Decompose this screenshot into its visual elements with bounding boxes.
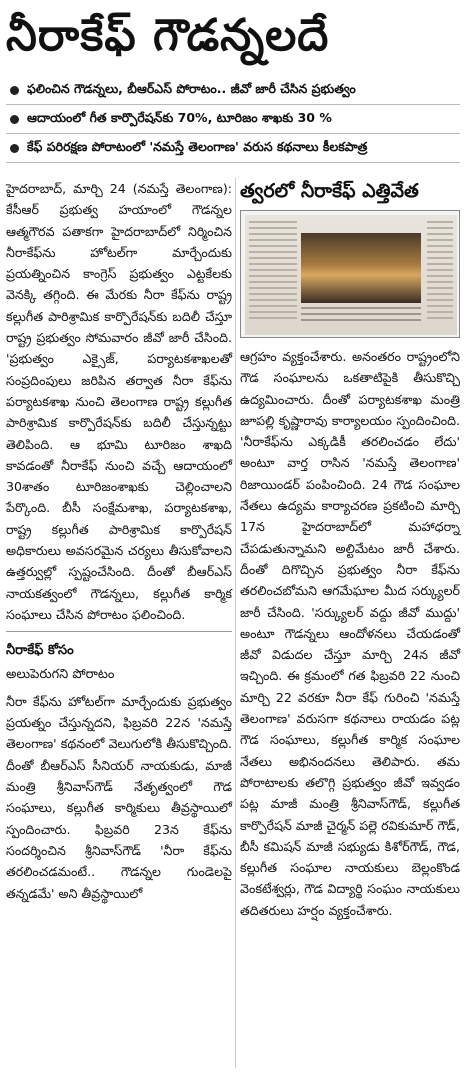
- bullet-item: [6, 105, 460, 134]
- bullet-list: [6, 76, 460, 163]
- bullet-text: ఫలించిన గౌడన్నలు, బీఆర్‌ఎస్ పోరాటం.. జీవో జారీ చేసిన ప్రభుత్వం: [27, 80, 356, 96]
- bullet-text: కేఫ్ పరిరక్షణ పోరాటంలో 'నమస్తే తెలంగాణ' వరుస కథనాలు కీలకపాత్ర: [27, 138, 368, 154]
- section-divider: [6, 631, 232, 632]
- bullet-item: [6, 76, 460, 105]
- photo-text-lines: [427, 221, 453, 321]
- bullet-dot-icon: [10, 115, 19, 124]
- cafe-photo-image: [301, 233, 421, 303]
- headline: నీరాకేఫ్ గౌడన్నలదే: [6, 10, 330, 61]
- right-column: [240, 346, 460, 921]
- bullet-text: ఆదాయంలో గీత కార్పొరేషన్‌కు 70%, టూరిజం శాఖకు 30 %: [27, 109, 332, 125]
- body-paragraph: ఆగ్రహం వ్యక్తంచేశారు. అనంతరం రాష్ట్రంలోని గౌడ సంఘాలను ఒకతాటిపైకి తీసుకొచ్చి ఉద్యమించారు. దీంతో పర్యాటకశాఖ మంత్రి జూపల్లి కృష్ణారావు కార్యాలయం స్పందించింది. 'నీరాకేఫ్‌ను ఎక్కడికీ తరలించడం లేదు' అంటూ వార్త రాసిన 'నమస్తే తెలంగాణ' రిజాయిండర్ పంపించింది. 24 గౌడ సంఘాల నేతలు ఉద్యమ కార్యాచరణ ప్రకటించి మార్చి 17న హైదరాబాద్‌లో మహాధర్నా చేపడుతున్నామని అల్టిమేటం జారీ చేశారు. దీంతో దిగొచ్చిన ప్రభుత్వం నీరా కేఫ్‌ను తరలించబోమని ఆగమేఘాల మీద సర్క్యులర్ జారీ చేసింది. 'సర్క్యులర్ వద్దు జీవో ముద్దు' అంటూ గౌడన్నలు ఆందోళనలు చేయడంతో జీవో విడుదల చేస్తూ మార్చి 24న జీవో ఇచ్చింది. ఈ క్రమంలో గత ఫిబ్రవరి 22 నుంచి మార్చి 22 వరకూ నీరా కేఫ్ గురించి 'నమస్తే తెలంగాణ' వరుసగా కథనాలు రాయడం పట్ల గౌడ సంఘాలు, కల్లుగీత కార్మిక సంఘాల నేతలు అభినందనలు తెలిపారు. తమ పోరాటాలకు తలొగ్గి ప్రభుత్వం జీవో ఇవ్వడం పట్ల మాజీ మంత్రి శ్రీనివాస్‌గౌడ్, కల్లుగీత కార్పొరేషన్ మాజీ చైర్మన్ పల్లె రవికుమార్ గౌడ్, బీసీ కమిషన్ మాజీ సభ్యుడు కిశోర్‌గౌడ్, గౌడ, కల్లుగీత సంఘాల నాయకులు బెల్లంకొండ వెంకటేశ్వర్లు, గౌడ విద్యార్థి సంఘం నాయకులు తదితరులు హర్షం వ్యక్తంచేశారు.: [240, 349, 460, 918]
- section-subhead: నీరాకేఫ్ కోసం: [6, 643, 74, 659]
- newspaper-photo: [240, 210, 460, 338]
- body-paragraph: హైదరాబాద్, మార్చి 24 (నమస్తే తెలంగాణ): కేసీఆర్ ప్రభుత్వ హయాంలో గౌడన్నల ఆత్మగౌరవ పతాకగా హైదరాబాద్‌లో నిర్మించిన నీరాకేఫ్‌ను హోటల్‌గా మార్చేందుకు ప్రయత్నించిన కాంగ్రెస్ ప్రభుత్వం ఎట్టకేలకు వెనక్కి తగ్గింది. ఈ మేరకు నీరా కేఫ్‌ను రాష్ట్ర కల్లుగీత పారిశ్రామిక కార్పొరేషన్‌కు బదిలీ చేస్తూ రాష్ట్ర ప్రభుత్వం సోమవారం జీవో జారీ చేసింది. 'ప్రభుత్వం ఎక్సైజ్, పర్యాటకశాఖలతో సంప్రదింపులు జరిపిన తర్వాత నీరా కేఫ్‌ను పర్యాటకశాఖ నుంచి తెలంగాణ రాష్ట్ర కల్లుగీత పారిశ్రామిక కార్పొరేషన్‌కు బదిలీ చేస్తున్నట్టు తెలిపింది. ఆ భూమి టూరిజం శాఖది కావడంతో నీరాకేఫ్ నుంచి వచ్చే ఆదాయంలో 30శాతం టూరిజంశాఖకు చెల్లించాలని పేర్కొంది. బీసీ సంక్షేమశాఖ, పర్యాటకశాఖ, రాష్ట్ర కల్లుగీత పారిశ్రామిక కార్పొరేషన్ అధికారులు అవసరమైన చర్యలు తీసుకోవాలని ఉత్తర్వుల్లో స్పష్టంచేసింది. దీంతో బీఆర్‌ఎస్ నాయకత్వంలో గౌడన్నలు, కల్లుగీత కార్మిక సంఘాలు చేసిన పోరాటం ఫలించింది.: [6, 181, 232, 622]
- bullet-item: [6, 134, 460, 163]
- column-divider: [235, 178, 236, 1068]
- left-column: [6, 178, 232, 904]
- photo-caption-lines: [301, 307, 421, 325]
- bullet-dot-icon: [10, 86, 19, 95]
- photo-text-lines: [249, 221, 297, 321]
- section-subhead-secondary: అలుపెరుగని పోరాటం: [6, 666, 115, 682]
- body-paragraph: నీరా కేఫ్‌ను హోటల్‌గా మార్చేందుకు ప్రభుత్వం ప్రయత్నం చేస్తున్నదని, ఫిబ్రవరి 22న 'నమస్తే తెలంగాణ' కథనంలో వెలుగులోకి తీసుకొచ్చింది. దీంతో బీఆర్‌ఎస్ సీనియర్ నాయకుడు, మాజీ మంత్రి శ్రీనివాస్‌గౌడ్ నేతృత్వంలో గౌడ సంఘాలు, కల్లుగీత కార్మికులు తీవ్రస్థాయిలో స్పందించారు. ఫిబ్రవరి 23న కేఫ్‌ను సందర్శించిన శ్రీనివాస్‌గౌడ్ 'నీరా కేఫ్‌ను తరలించడమంటే.. గౌడన్నల గుండెలపై తన్నడమే' అని తీవ్రస్థాయిలో: [6, 693, 232, 901]
- bullet-dot-icon: [10, 144, 19, 153]
- side-headline: త్వరలో నీరాకేఫ్ ఎత్తివేత: [240, 180, 419, 202]
